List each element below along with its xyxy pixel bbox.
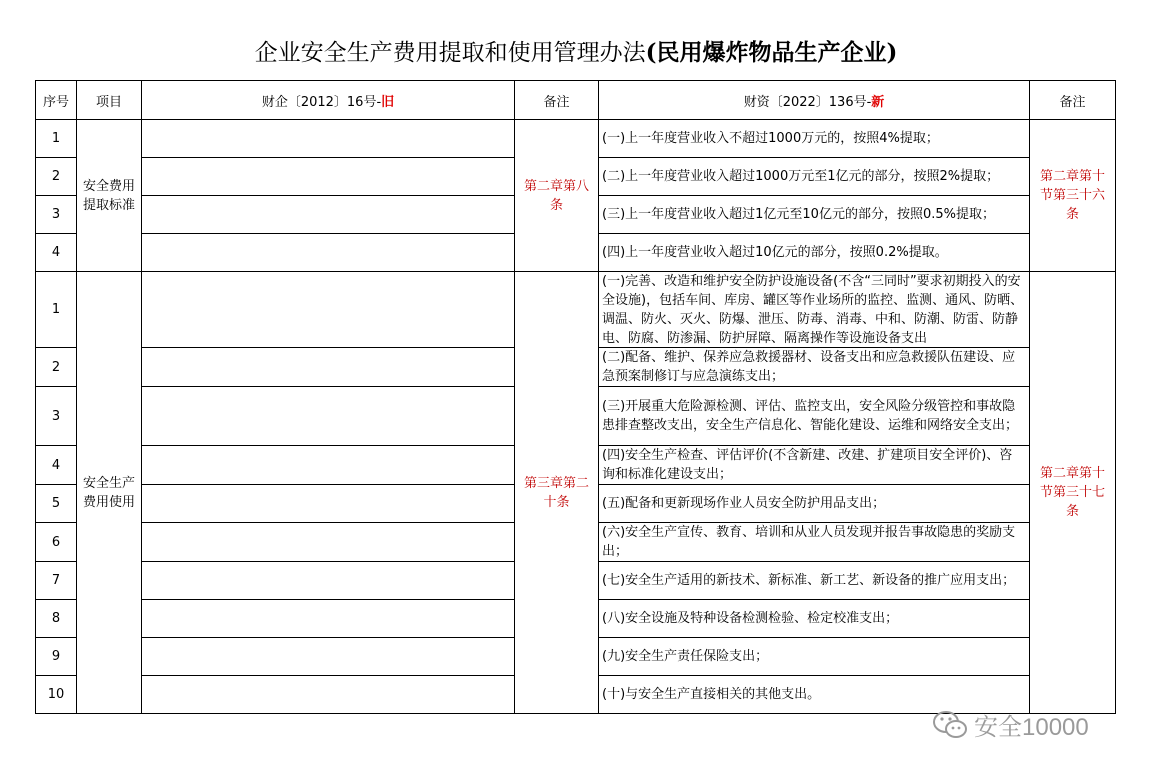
watermark: [932, 707, 1089, 742]
new-cell: (八)安全设施及特种设备检测检验、检定校准支出；: [599, 600, 1030, 638]
row-number: 4: [36, 234, 77, 272]
new-cell: (十)与安全生产直接相关的其他支出。: [599, 676, 1030, 714]
old-cell: [142, 120, 515, 158]
new-cell: (四)上一年度营业收入超过10亿元的部分，按照0.2%提取。: [599, 234, 1030, 272]
header-old: [142, 81, 515, 120]
header-old-prefix: 财企〔2012〕16号-: [261, 94, 382, 110]
new-cell: (二)上一年度营业收入超过1000万元至1亿元的部分，按照2%提取；: [599, 158, 1030, 196]
title-bold: (民用爆炸物品生产企业): [645, 39, 898, 66]
row-number: 3: [36, 387, 77, 446]
new-cell: (六)安全生产宣传、教育、培训和从业人员发现并报告事故隐患的奖励支出；: [599, 523, 1030, 562]
old-cell: [142, 196, 515, 234]
row-number: 7: [36, 562, 77, 600]
new-cell: (九)安全生产责任保险支出；: [599, 638, 1030, 676]
old-cell: [142, 348, 515, 387]
old-note-cell: 第二章第八条: [515, 120, 599, 272]
new-cell: (三)开展重大危险源检测、评估、监控支出，安全风险分级管控和事故隐患排查整改支出，安全生产信息化、智能化建设、运维和网络安全支出；: [599, 387, 1030, 446]
row-number: 8: [36, 600, 77, 638]
old-cell: [142, 234, 515, 272]
row-number: 1: [36, 272, 77, 348]
old-cell: [142, 638, 515, 676]
row-number: 9: [36, 638, 77, 676]
header-new-mark: 新: [871, 94, 885, 110]
old-note-cell: 第三章第二十条: [515, 272, 599, 714]
header-note1: 备注: [515, 81, 599, 120]
header-new-prefix: 财资〔2022〕136号-: [743, 94, 872, 110]
header-note2: 备注: [1030, 81, 1116, 120]
wechat-icon: [932, 710, 968, 740]
old-cell: [142, 562, 515, 600]
page-title: [0, 34, 1152, 67]
new-cell: (四)安全生产检查、评估评价(不含新建、改建、扩建项目安全评价)、咨询和标准化建设支出；: [599, 446, 1030, 485]
header-item: 项目: [77, 81, 142, 120]
title-normal: 企业安全生产费用提取和使用管理办法: [254, 40, 646, 66]
header-seq: 序号: [36, 81, 77, 120]
new-cell: [599, 272, 1030, 348]
header-old-mark: 旧: [381, 94, 395, 110]
project-cell: 安全生产费用使用: [77, 272, 142, 714]
new-cell: (一)上一年度营业收入不超过1000万元的，按照4%提取；: [599, 120, 1030, 158]
row-number: 2: [36, 158, 77, 196]
table-row: [36, 272, 1116, 348]
old-cell: [142, 446, 515, 485]
watermark-text: 安全10000: [974, 714, 1089, 741]
header-new: [599, 81, 1030, 120]
row-number: 1: [36, 120, 77, 158]
new-cell-text: (一)完善、改造和维护安全防护设施设备(不含“三同时”要求初期投入的安全设施)，包括车间、库房、罐区等作业场所的监控、监测、通风、防晒、调温、防火、灭火、防爆、泄压、防毒、消毒、中和、防潮、防雷、防静电、防腐、防渗漏、防护屏障、隔离操作等设施设备支出: [602, 274, 1024, 346]
new-cell: (七)安全生产适用的新技术、新标准、新工艺、新设备的推广应用支出；: [599, 562, 1030, 600]
comparison-table: [35, 80, 1116, 714]
new-note-cell: 第二章第十节第三十六条: [1030, 120, 1116, 272]
row-number: 2: [36, 348, 77, 387]
header-row: [36, 81, 1116, 120]
old-cell: [142, 387, 515, 446]
row-number: 10: [36, 676, 77, 714]
old-cell: [142, 485, 515, 523]
old-cell: [142, 158, 515, 196]
new-note-cell: 第二章第十节第三十七条: [1030, 272, 1116, 714]
row-number: 4: [36, 446, 77, 485]
old-cell: [142, 523, 515, 562]
old-cell: [142, 272, 515, 348]
old-cell: [142, 600, 515, 638]
row-number: 3: [36, 196, 77, 234]
new-cell: (五)配备和更新现场作业人员安全防护用品支出；: [599, 485, 1030, 523]
new-cell: (二)配备、维护、保养应急救援器材、设备支出和应急救援队伍建设、应急预案制修订与应急演练支出；: [599, 348, 1030, 387]
table-row: [36, 120, 1116, 158]
old-cell: [142, 676, 515, 714]
row-number: 6: [36, 523, 77, 562]
row-number: 5: [36, 485, 77, 523]
project-cell: 安全费用提取标准: [77, 120, 142, 272]
new-cell: (三)上一年度营业收入超过1亿元至10亿元的部分，按照0.5%提取；: [599, 196, 1030, 234]
